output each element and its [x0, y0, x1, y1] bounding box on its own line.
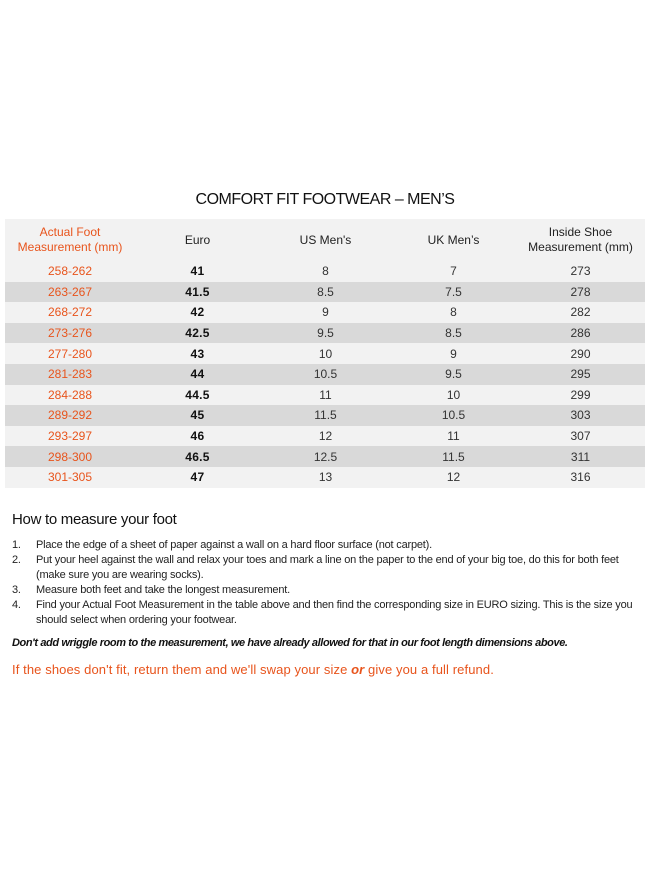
- cell-inside: 290: [516, 343, 645, 364]
- cell-inside: 295: [516, 364, 645, 385]
- how-to-heading: How to measure your foot: [12, 511, 177, 528]
- header-actual-foot: [5, 219, 135, 261]
- cell-foot: 298-300: [5, 446, 135, 467]
- table-row: [5, 282, 645, 303]
- list-item: [12, 538, 638, 553]
- table-row: [5, 405, 645, 426]
- cell-uk: 8.5: [391, 323, 516, 344]
- step-text: Place the edge of a sheet of paper against a wall on a hard floor surface (not carpet).: [36, 539, 432, 551]
- cell-uk: 11: [391, 426, 516, 447]
- list-item: [12, 598, 638, 628]
- page-title: COMFORT FIT FOOTWEAR – MEN’S: [195, 191, 455, 208]
- cell-inside: 278: [516, 282, 645, 303]
- refund-notice: [12, 662, 642, 677]
- cell-euro: 41: [135, 261, 260, 282]
- step-number: 1.: [12, 539, 21, 551]
- refund-text-or: or: [351, 662, 365, 677]
- table-row: [5, 446, 645, 467]
- cell-foot: 268-272: [5, 302, 135, 323]
- cell-uk: 9.5: [391, 364, 516, 385]
- cell-euro: 44.5: [135, 385, 260, 406]
- table-row: [5, 426, 645, 447]
- cell-us: 12: [260, 426, 391, 447]
- cell-us: 9: [260, 302, 391, 323]
- cell-foot: 284-288: [5, 385, 135, 406]
- cell-uk: 10: [391, 385, 516, 406]
- list-item: [12, 553, 638, 583]
- cell-uk: 10.5: [391, 405, 516, 426]
- step-number: 4.: [12, 599, 21, 611]
- table-row: [5, 467, 645, 488]
- cell-uk: 11.5: [391, 446, 516, 467]
- cell-euro: 46.5: [135, 446, 260, 467]
- header-us-mens: US Men's: [260, 219, 391, 261]
- cell-us: 11.5: [260, 405, 391, 426]
- cell-foot: 281-283: [5, 364, 135, 385]
- cell-foot: 289-292: [5, 405, 135, 426]
- header-inside-shoe-line2: Measurement (mm): [528, 240, 633, 254]
- step-text: Find your Actual Foot Measurement in the table above and then find the corresponding size in EURO sizing. This is the size you should select when ordering your footwear.: [36, 599, 633, 626]
- table-header-row: [5, 219, 645, 261]
- cell-uk: 12: [391, 467, 516, 488]
- table-row: [5, 364, 645, 385]
- cell-uk: 8: [391, 302, 516, 323]
- cell-foot: 293-297: [5, 426, 135, 447]
- header-actual-foot-line1: Actual Foot: [39, 225, 101, 239]
- cell-inside: 273: [516, 261, 645, 282]
- cell-foot: 263-267: [5, 282, 135, 303]
- cell-euro: 45: [135, 405, 260, 426]
- cell-us: 11: [260, 385, 391, 406]
- cell-uk: 9: [391, 343, 516, 364]
- table-row: [5, 385, 645, 406]
- step-text: Measure both feet and take the longest measurement.: [36, 584, 290, 596]
- cell-inside: 311: [516, 446, 645, 467]
- cell-euro: 44: [135, 364, 260, 385]
- cell-euro: 42: [135, 302, 260, 323]
- table-row: [5, 302, 645, 323]
- size-chart-table: [5, 219, 645, 488]
- refund-text-part1: If the shoes don't fit, return them and we'll swap your size: [12, 662, 352, 677]
- cell-us: 8: [260, 261, 391, 282]
- step-number: 3.: [12, 584, 21, 596]
- header-inside-shoe-line1: Inside Shoe: [548, 225, 613, 239]
- cell-inside: 299: [516, 385, 645, 406]
- cell-foot: 273-276: [5, 323, 135, 344]
- cell-us: 9.5: [260, 323, 391, 344]
- cell-uk: 7: [391, 261, 516, 282]
- cell-inside: 307: [516, 426, 645, 447]
- cell-us: 12.5: [260, 446, 391, 467]
- cell-foot: 258-262: [5, 261, 135, 282]
- header-euro: Euro: [135, 219, 260, 261]
- cell-us: 8.5: [260, 282, 391, 303]
- measure-steps-list: [12, 538, 638, 628]
- cell-inside: 286: [516, 323, 645, 344]
- cell-us: 10.5: [260, 364, 391, 385]
- wriggle-room-note: Don't add wriggle room to the measurement, we have already allowed for that in our foot length dimensions above.: [12, 637, 568, 649]
- cell-inside: 316: [516, 467, 645, 488]
- cell-euro: 41.5: [135, 282, 260, 303]
- refund-text-part2: give you a full refund.: [364, 662, 494, 677]
- cell-us: 13: [260, 467, 391, 488]
- header-actual-foot-line2: Measurement (mm): [17, 240, 123, 254]
- table-row: [5, 323, 645, 344]
- cell-euro: 42.5: [135, 323, 260, 344]
- cell-inside: 282: [516, 302, 645, 323]
- size-rows: [5, 261, 645, 488]
- step-text: Put your heel against the wall and relax your toes and mark a line on the paper to the end of your big toe, do this for both feet (make sure you are wearing socks).: [36, 554, 619, 581]
- table-row: [5, 261, 645, 282]
- cell-euro: 43: [135, 343, 260, 364]
- table-row: [5, 343, 645, 364]
- cell-foot: 301-305: [5, 467, 135, 488]
- list-item: [12, 583, 638, 598]
- header-inside-shoe: [516, 219, 645, 261]
- cell-foot: 277-280: [5, 343, 135, 364]
- header-uk-mens: UK Men’s: [391, 219, 516, 261]
- cell-us: 10: [260, 343, 391, 364]
- cell-euro: 46: [135, 426, 260, 447]
- cell-inside: 303: [516, 405, 645, 426]
- step-number: 2.: [12, 554, 21, 566]
- cell-euro: 47: [135, 467, 260, 488]
- cell-uk: 7.5: [391, 282, 516, 303]
